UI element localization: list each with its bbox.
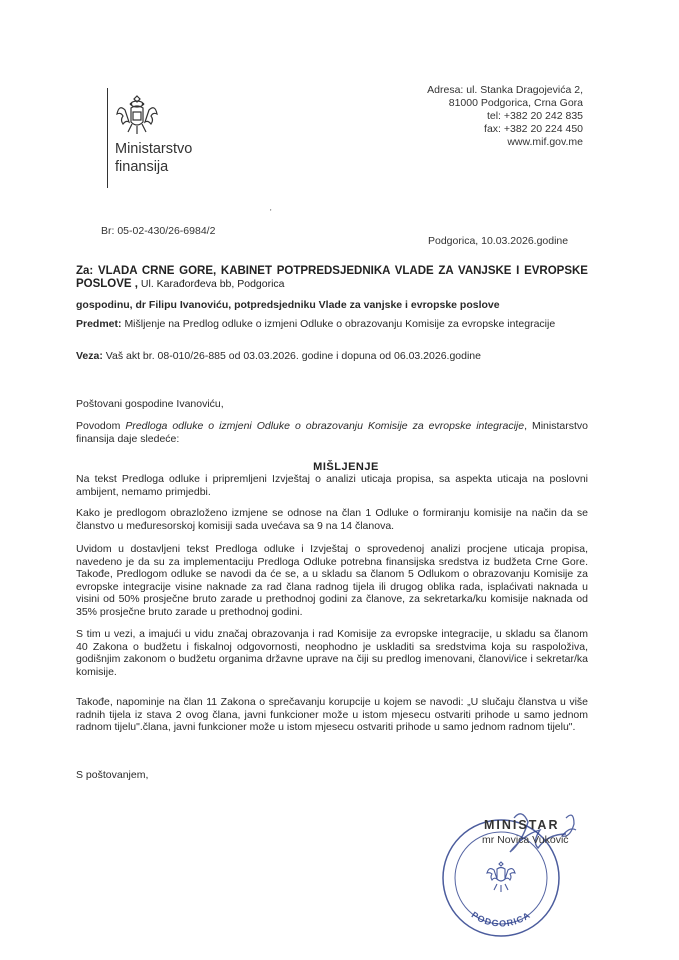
address-line: Adresa: ul. Stanka Dragojevića 2, (427, 84, 583, 96)
website-line: www.mif.gov.me (507, 136, 583, 148)
connection-label: Veza: (76, 350, 103, 362)
body-paragraph-1: Na tekst Predloga odluke i pripremljeni Izvještaj o analizi uticaja propisa, sa aspekta uticaja na poslovni ambijent, nemamo primjedbi. (76, 473, 588, 498)
recipient-label: Za: (76, 265, 94, 277)
reference-connection-line (76, 350, 588, 363)
address-line: 81000 Podgorica, Crna Gora (448, 97, 583, 109)
stray-mark: ' (270, 208, 272, 217)
connection-text: Vaš akt br. 08-010/26-885 od 03.03.2026. godine i dopuna od 06.03.2026.godine (105, 350, 481, 362)
svg-text:PODGORICA (470, 910, 533, 929)
stamp-text: PODGORICA (469, 909, 533, 929)
body-paragraph-5: Takođe, napominje na član 11 Zakona o sprečavanju korupcije u kojem se navodi: „U slučaju članstva u više radnih tijela iz stava 2 ovog člana, javni funkcioner može u istom mjesecu ostvariti prihode u samo jednom radnom tijelu".člana, javni funkcioner može u istom mjesecu ostvariti prihode u samo jednom radnom tijelu". (76, 696, 588, 733)
intro-before: Povodom (76, 420, 126, 432)
body-paragraph-3: Uvidom u dostavljeni tekst Predloga odluke i Izvještaj o sprovedenoj analizi procjene uticaja propisa, navedeno je da su za implementaciju Predloga Odluke potrebna finansijska sredstva iz budžeta Crne Gore. Takođe, Predlogom odluke se navodi da će se, a u skladu sa članom 5 Odlukom o obrazovanju Komisije za evropske integracije visine naknade za rad člana radnog tijela ili drugog oblika rada, isplaćivati naknada u visini od 50% prosječne bruto zarade u prethodnoj godini za članove, za sekretarka/ku komisije naknada od 35% prosječne bruto zarade u prethodnoj godini. (76, 543, 588, 618)
ministry-name-line2: finansija (115, 159, 169, 175)
body-paragraph-2: Kako je predlogom obrazloženo izmjene se odnose na član 1 Odluke o formiranju komisije na način da se članstvo u međuresorskoj komisiji sada uvećava sa 9 na 14 članova. (76, 507, 588, 532)
subject-label: Predmet: (76, 318, 122, 330)
signatory-name: mr Novica Vuković (482, 834, 569, 846)
ministry-address (427, 84, 583, 149)
document-date: Podgorica, 10.03.2026.godine (428, 235, 569, 247)
header-divider-line (107, 88, 108, 188)
salutation: Poštovani gospodine Ivanoviću, (76, 398, 224, 410)
ministry-name-line1: Ministarstvo (115, 141, 193, 157)
opinion-heading: MIŠLJENJE (313, 461, 379, 473)
intro-italic: Predloga odluke o izmjeni Odluke o obrazovanju Komisije za evropske integracije (125, 420, 525, 432)
intro-after: , Ministarstvo finansija daje sledeće: (76, 420, 588, 445)
intro-paragraph (76, 420, 588, 445)
recipient-block (76, 265, 588, 291)
ministry-name (115, 140, 192, 176)
recipient-name: VLADA CRNE GORE, KABINET POTPREDSJEDNIKA VLADE ZA VANJSKE I EVROPSKE POSLOVE , (76, 265, 588, 290)
closing: S poštovanjem, (76, 769, 149, 781)
recipient-attention: gospodinu, dr Filipu Ivanoviću, potpredsjedniku Vlade za vanjske i evropske poslove (76, 299, 500, 311)
reference-number: Br: 05-02-430/26-6984/2 (101, 225, 216, 237)
phone-line: tel: +382 20 242 835 (486, 110, 583, 122)
body-paragraph-4: S tim u vezi, a imajući u vidu značaj obrazovanja i rad Komisije za evropske integracije, u skladu sa članom 40 Zakona o budžetu i fiskalnoj odgovornosti, neophodno je uskladiti sa sredstvima koja su raspoloživa, godišnjim zakonom o budžetu organima državne uprave na čiji su predlog imenovani, članovi/ice i sekretar/ka komisije. (76, 628, 588, 678)
coat-of-arms-icon (113, 90, 161, 138)
signatory-title: MINISTAR (484, 818, 560, 832)
fax-line: fax: +382 20 224 450 (484, 123, 583, 135)
subject-line (76, 318, 588, 331)
recipient-address: Ul. Karađorđeva bb, Podgorica (138, 278, 285, 290)
subject-text: Mišljenje na Predlog odluke o izmjeni Odluke o obrazovanju Komisije za evropske integracije (124, 318, 556, 330)
